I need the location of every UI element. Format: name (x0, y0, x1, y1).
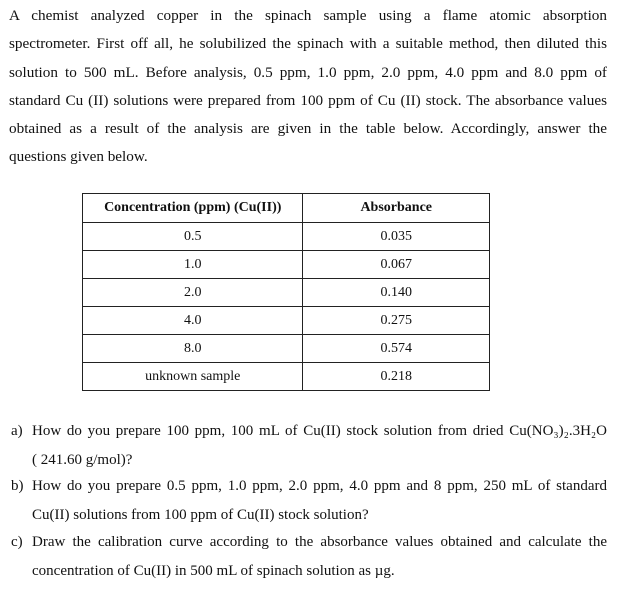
absorbance-table (82, 193, 490, 391)
absorbance-cell: 0.067 (303, 251, 490, 279)
question-marker: a) (11, 423, 23, 439)
question-line: concentration of Cu(II) in 500 mL of spinach solution as µg. (32, 562, 395, 579)
question-marker: c) (11, 534, 23, 550)
table-row (83, 223, 490, 251)
concentration-cell: 0.5 (83, 223, 303, 251)
absorbance-cell: 0.218 (303, 363, 490, 391)
question-line: Cu(II) solutions from 100 ppm of Cu(II) stock solution? (32, 506, 369, 523)
absorbance-cell: 0.275 (303, 307, 490, 335)
intro-line: A chemist analyzed copper in the spinach sample using a flame atomic absorption (9, 7, 607, 24)
concentration-cell: 2.0 (83, 279, 303, 307)
column-header-concentration: Concentration (ppm) (Cu(II)) (83, 194, 303, 223)
question-line: Draw the calibration curve according to the absorbance values obtained and calculate the (32, 534, 607, 550)
table-header-row (83, 194, 490, 223)
problem-statement (9, 2, 607, 172)
table-row (83, 279, 490, 307)
concentration-cell: 4.0 (83, 307, 303, 335)
intro-line: solution to 500 mL. Before analysis, 0.5 ppm, 1.0 ppm, 2.0 ppm, 4.0 ppm and 8.0 ppm of (9, 63, 607, 81)
absorbance-cell: 0.035 (303, 223, 490, 251)
question-marker: b) (11, 478, 24, 494)
absorbance-cell: 0.574 (303, 335, 490, 363)
question-line: How do you prepare 0.5 ppm, 1.0 ppm, 2.0 ppm, 4.0 ppm and 8 ppm, 250 mL of standard (32, 478, 607, 494)
absorbance-cell: 0.140 (303, 279, 490, 307)
concentration-cell: unknown sample (83, 363, 303, 391)
intro-line: spectrometer. First off all, he solubilized the spinach with a suitable method, then diluted this (9, 35, 607, 53)
intro-line: questions given below. (9, 148, 148, 166)
table-row (83, 251, 490, 279)
question-b (11, 472, 607, 529)
question-line: How do you prepare 100 ppm, 100 mL of Cu(II) stock solution from dried Cu(NO₃)₂.3H₂O (32, 423, 607, 439)
intro-line: standard Cu (II) solutions were prepared from 100 ppm of Cu (II) stock. The absorbance values (9, 91, 607, 109)
table-row (83, 335, 490, 363)
question-a (11, 417, 607, 474)
table-row (83, 363, 490, 391)
table-row (83, 307, 490, 335)
concentration-cell: 8.0 (83, 335, 303, 363)
column-header-absorbance: Absorbance (303, 194, 490, 223)
question-c (11, 528, 607, 585)
concentration-cell: 1.0 (83, 251, 303, 279)
question-line: ( 241.60 g/mol)? (32, 451, 133, 468)
intro-line: obtained as a result of the analysis are given in the table below. Accordingly, answer the (9, 120, 607, 138)
